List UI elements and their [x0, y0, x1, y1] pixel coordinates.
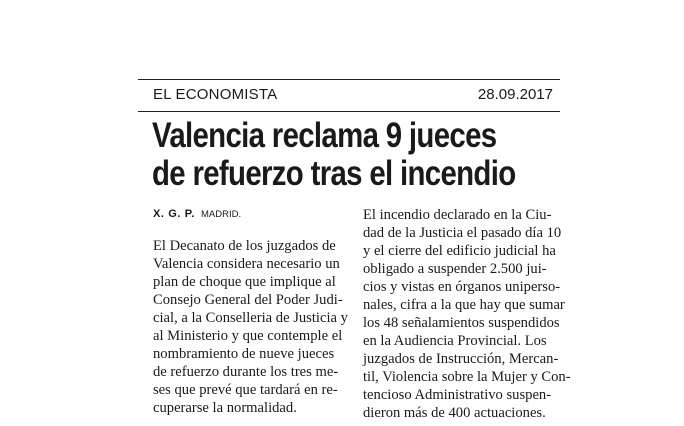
- text-line: dad de la Justicia el pasado día 10: [363, 225, 562, 241]
- text-line: al Ministerio y que contemple el: [153, 328, 343, 344]
- text-line: cios y vistas en órganos uniperso-: [363, 279, 561, 295]
- text-line: cial, a la Conselleria de Justicia y: [153, 310, 348, 326]
- text-line: obligado a suspender 2.500 jui-: [363, 261, 547, 277]
- text-line: dieron más de 400 actuaciones.: [363, 405, 546, 421]
- publication-name: EL ECONOMISTA: [153, 86, 278, 103]
- text-line: plan de choque que implique al: [153, 274, 336, 290]
- text-line: El Decanato de los juzgados de: [153, 238, 336, 254]
- byline-author: X. G. P.: [153, 208, 195, 220]
- text-line: en la Audiencia Provincial. Los: [363, 333, 547, 349]
- text-line: til, Violencia sobre la Mujer y Con-: [363, 369, 571, 385]
- byline-place: MADRID.: [200, 209, 242, 220]
- text-line: Consejo General del Poder Judi-: [153, 292, 343, 308]
- headline-line: Valencia reclama 9 jueces: [152, 116, 497, 155]
- article-column-left: [153, 237, 348, 417]
- top-rule: [138, 79, 560, 80]
- text-line: los 48 señalamientos suspendidos: [363, 315, 560, 331]
- text-line: de refuerzo durante los tres me-: [153, 364, 339, 380]
- text-line: Valencia considera necesario un: [153, 256, 340, 272]
- text-line: juzgados de Instrucción, Mercan-: [363, 351, 559, 367]
- publication-date: 28.09.2017: [477, 86, 553, 103]
- text-line: El incendio declarado en la Ciu-: [363, 207, 552, 223]
- text-line: nales, cifra a la que hay que sumar: [363, 297, 565, 313]
- text-line: cuperarse la normalidad.: [153, 400, 297, 416]
- headline: [152, 116, 516, 193]
- headline-line: de refuerzo tras el incendio: [152, 154, 516, 193]
- article-column-right: [363, 206, 571, 422]
- byline: [153, 208, 241, 220]
- text-line: ses que prevé que tardará en re-: [153, 382, 338, 398]
- text-line: y el cierre del edificio judicial ha: [363, 243, 556, 259]
- text-line: nombramiento de nueve jueces: [153, 346, 335, 362]
- bottom-rule: [138, 111, 560, 112]
- text-line: tencioso Administrativo suspen-: [363, 387, 552, 403]
